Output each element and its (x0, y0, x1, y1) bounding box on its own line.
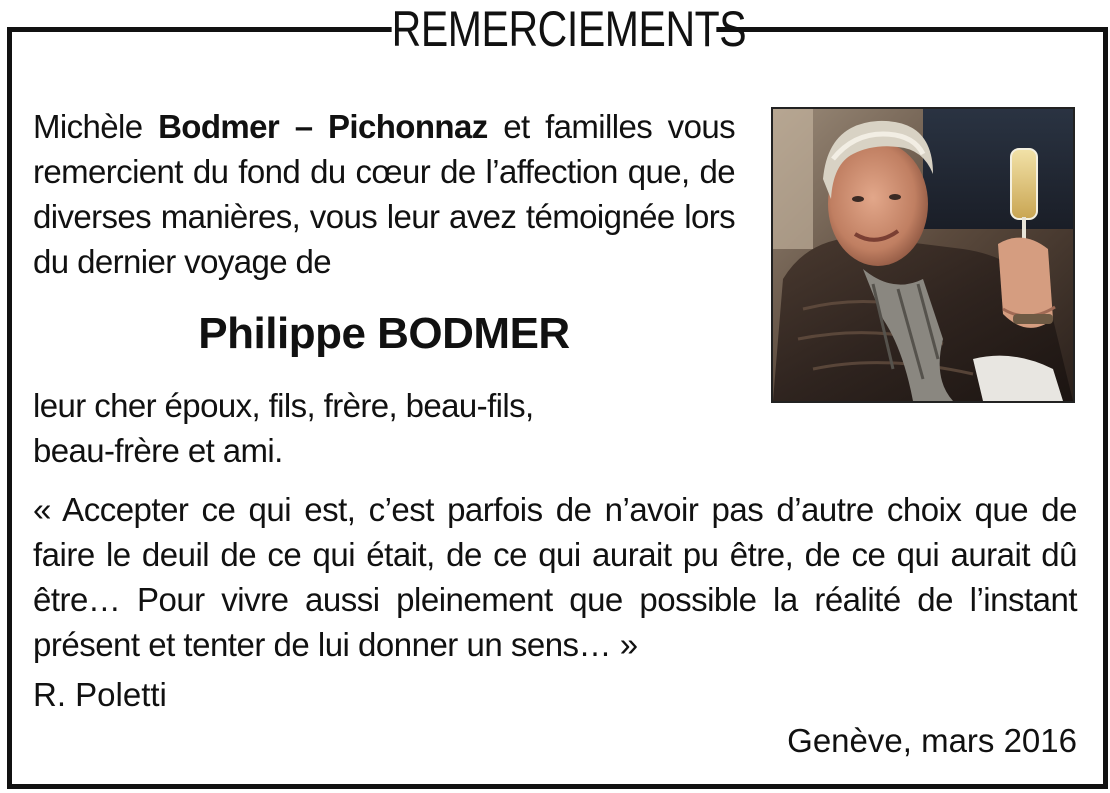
relation-line-2: beau-frère et ami. (33, 432, 283, 469)
relation-text (33, 383, 735, 473)
family-name: Bodmer – Pichonnaz (158, 108, 488, 145)
portrait-photo (771, 107, 1075, 403)
portrait-illustration (773, 109, 1073, 401)
relation-line-1: leur cher époux, fils, frère, beau-fils, (33, 387, 534, 424)
place-and-date: Genève, mars 2016 (787, 722, 1077, 759)
intro-prefix: Michèle (33, 108, 159, 145)
notice-title: REMERCIEMENTS (391, 1, 747, 57)
quote-author: R. Poletti (33, 676, 167, 713)
quote-text: « Accepter ce qui est, c’est parfois de n’avoir pas d’autre choix que de faire le deuil de ce qui était, de ce qui aurait pu être, de ce qui aurait dû être… Pour vivre aussi pleinement que possible la réalité de l’instant présent et tenter de lui donner un sens… » (33, 491, 1077, 663)
intro-rest: et familles vous remercient du fond du cœur de l’affection que, de diverses manières, vous leur avez témoignée lors du dernier voyage de (33, 108, 735, 280)
intro-paragraph (33, 104, 735, 284)
deceased-name: Philippe BODMER (198, 309, 570, 358)
